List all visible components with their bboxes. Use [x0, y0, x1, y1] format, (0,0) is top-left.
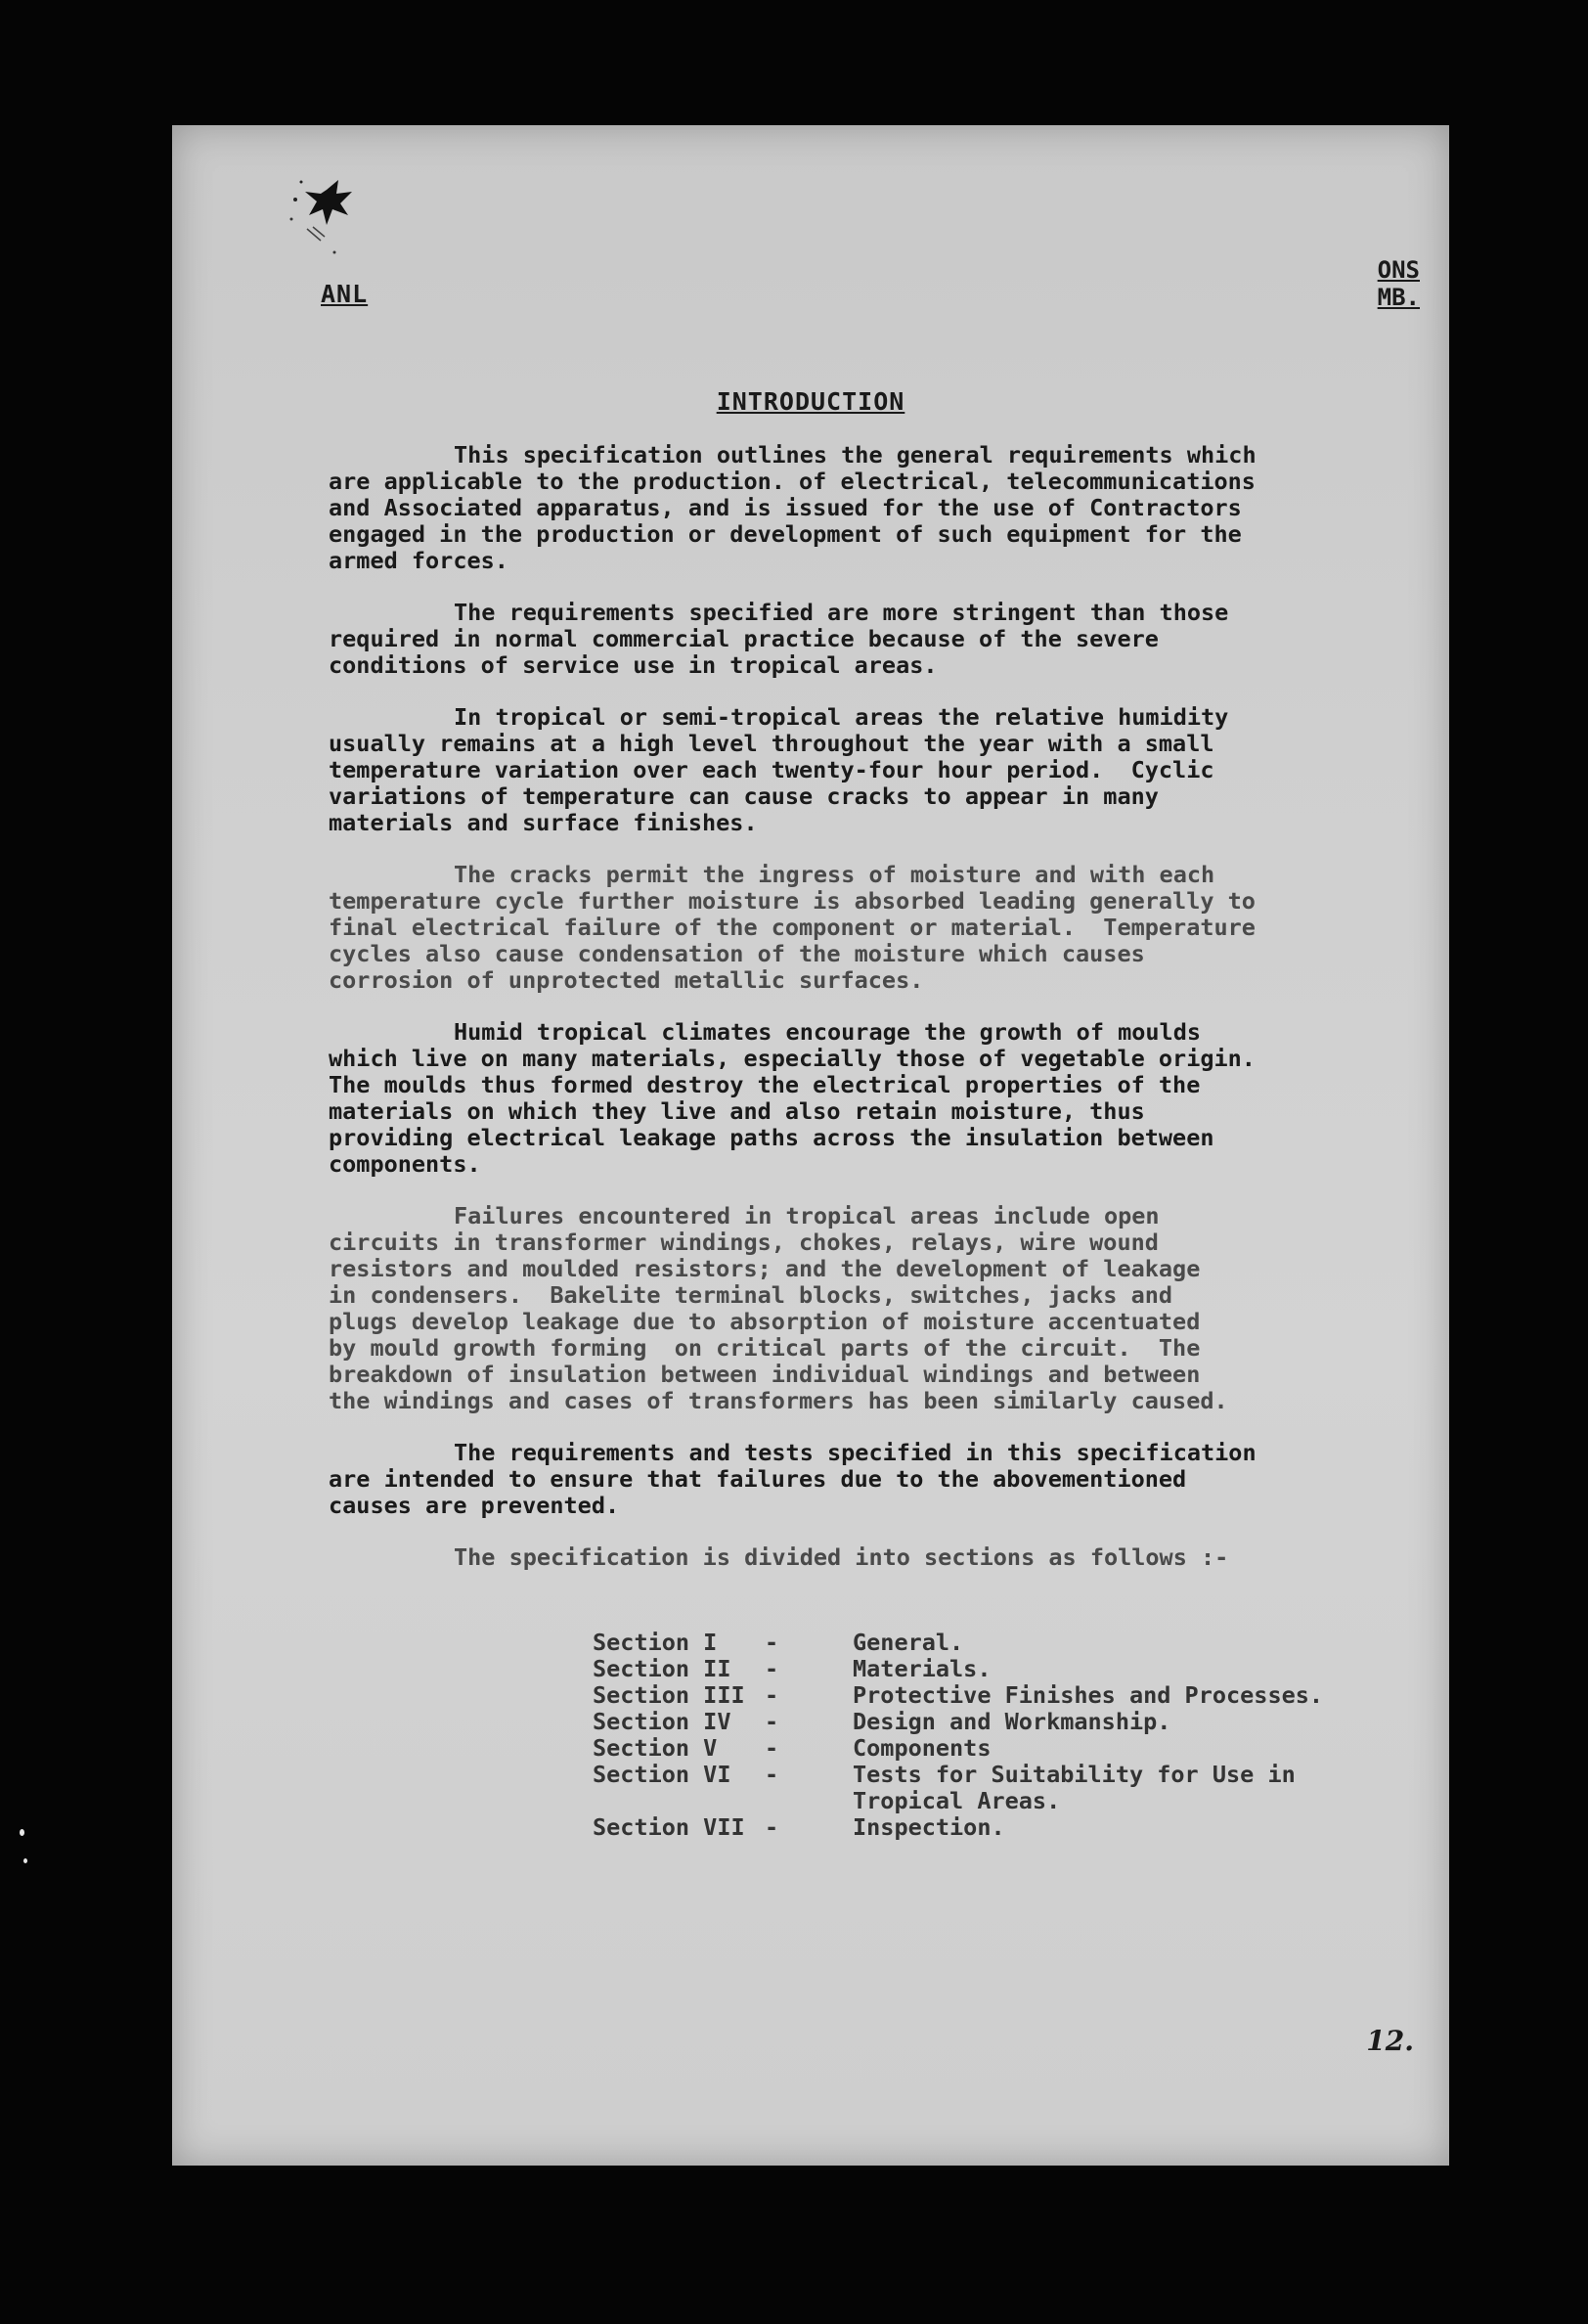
text-line: The cracks permit the ingress of moisture and with each [454, 861, 1215, 888]
body-text [329, 442, 1424, 1596]
section-name [593, 1788, 765, 1814]
section-title: General. [853, 1629, 964, 1656]
paragraph [329, 600, 1424, 679]
text-line: materials and surface finishes. [329, 809, 758, 836]
text-line: The moulds thus formed destroy the electrical properties of the [329, 1071, 1201, 1098]
text-line: temperature cycle further moisture is absorbed leading generally to [329, 887, 1256, 915]
text-line: corrosion of unprotected metallic surfaces. [329, 966, 924, 994]
text-line: Humid tropical climates encourage the growth of moulds [454, 1018, 1202, 1046]
text-line: conditions of service use in tropical areas. [329, 651, 938, 679]
text-line: the windings and cases of transformers has been similarly caused. [329, 1387, 1228, 1414]
paragraph [329, 862, 1424, 994]
section-dash: - [765, 1761, 779, 1788]
text-line: This specification outlines the general requirements which [454, 441, 1257, 469]
section-title: Protective Finishes and Processes. [853, 1681, 1324, 1709]
text-line: materials on which they live and also retain moisture, thus [329, 1097, 1145, 1125]
text-line: providing electrical leakage paths across the insulation between [329, 1124, 1214, 1151]
text-line: engaged in the production or development of such equipment for the [329, 520, 1242, 548]
section-list [593, 1630, 1323, 1841]
text-line: are intended to ensure that failures due to the abovementioned [329, 1465, 1187, 1493]
section-title: Inspection. [853, 1813, 1005, 1841]
page-number: 12. [1366, 2025, 1414, 2057]
text-line: Failures encountered in tropical areas include open [454, 1202, 1160, 1229]
section-row [593, 1788, 1323, 1814]
section-name: Section II [593, 1655, 731, 1682]
reference-code-right-top: ONS [1377, 256, 1420, 284]
text-line: In tropical or semi-tropical areas the relative humidity [454, 703, 1229, 731]
ink-stain-mark [287, 170, 366, 258]
text-line: circuits in transformer windings, chokes, relays, wire wound [329, 1229, 1159, 1256]
section-row [593, 1682, 1323, 1709]
section-dash: - [765, 1681, 779, 1709]
section-row [593, 1630, 1323, 1656]
section-title: Tropical Areas. [853, 1787, 1061, 1814]
section-dash-blank [765, 1788, 853, 1814]
text-line: The specification is divided into sections as follows :- [454, 1543, 1229, 1571]
section-row [593, 1762, 1323, 1788]
text-line: plugs develop leakage due to absorption of moisture accentuated [329, 1308, 1201, 1335]
section-name: Section III [593, 1681, 745, 1709]
paragraph [329, 1440, 1424, 1519]
section-row [593, 1709, 1323, 1735]
text-line: cycles also cause condensation of the moisture which causes [329, 940, 1145, 967]
text-line: causes are prevented. [329, 1492, 620, 1519]
text-line: armed forces. [329, 547, 508, 574]
paragraph [329, 1544, 1424, 1571]
paragraph [329, 1019, 1424, 1178]
section-name: Section VII [593, 1813, 745, 1841]
section-title: Tests for Suitability for Use in [853, 1761, 1296, 1788]
section-row [593, 1814, 1323, 1841]
paragraph [329, 704, 1424, 836]
paragraph [329, 442, 1424, 574]
text-line: The requirements specified are more stringent than those [454, 599, 1229, 626]
section-dash: - [765, 1813, 779, 1841]
text-line: breakdown of insulation between individual windings and between [329, 1361, 1201, 1388]
reference-code-right [1378, 256, 1420, 311]
section-title: Design and Workmanship. [853, 1708, 1171, 1735]
text-line: and Associated apparatus, and is issued for the use of Contractors [329, 494, 1242, 521]
text-line: are applicable to the production. of electrical, telecommunications [329, 468, 1256, 495]
text-line: resistors and moulded resistors; and the development of leakage [329, 1255, 1201, 1282]
document-page [172, 125, 1449, 2166]
text-line: required in normal commercial practice because of the severe [329, 625, 1159, 652]
film-speck [23, 1858, 27, 1863]
section-name: Section VI [593, 1761, 731, 1788]
film-speck [20, 1829, 24, 1836]
text-line: usually remains at a high level throughout the year with a small [329, 730, 1214, 757]
text-line: components. [329, 1150, 481, 1178]
section-name: Section V [593, 1734, 718, 1762]
section-dash: - [765, 1734, 779, 1762]
section-dash: - [765, 1708, 779, 1735]
reference-code-left: ANL [321, 280, 369, 308]
section-title: Materials. [853, 1655, 992, 1682]
text-line: The requirements and tests specified in this specification [454, 1439, 1257, 1466]
text-line: temperature variation over each twenty-four hour period. Cyclic [329, 756, 1214, 783]
section-name: Section I [593, 1629, 718, 1656]
section-row [593, 1656, 1323, 1682]
section-name: Section IV [593, 1708, 731, 1735]
text-line: final electrical failure of the component or material. Temperature [329, 914, 1256, 941]
section-title: Components [853, 1734, 992, 1762]
section-dash: - [765, 1629, 779, 1656]
paragraph [329, 1203, 1424, 1414]
text-line: by mould growth forming on critical parts of the circuit. The [329, 1334, 1201, 1362]
section-dash: - [765, 1655, 779, 1682]
reference-code-right-bottom: MB. [1377, 284, 1420, 311]
text-line: in condensers. Bakelite terminal blocks, switches, jacks and [329, 1281, 1173, 1309]
section-row [593, 1735, 1323, 1762]
text-line: variations of temperature can cause cracks to appear in many [329, 782, 1159, 810]
page-title: INTRODUCTION [716, 387, 905, 416]
text-line: which live on many materials, especially those of vegetable origin. [329, 1045, 1256, 1072]
